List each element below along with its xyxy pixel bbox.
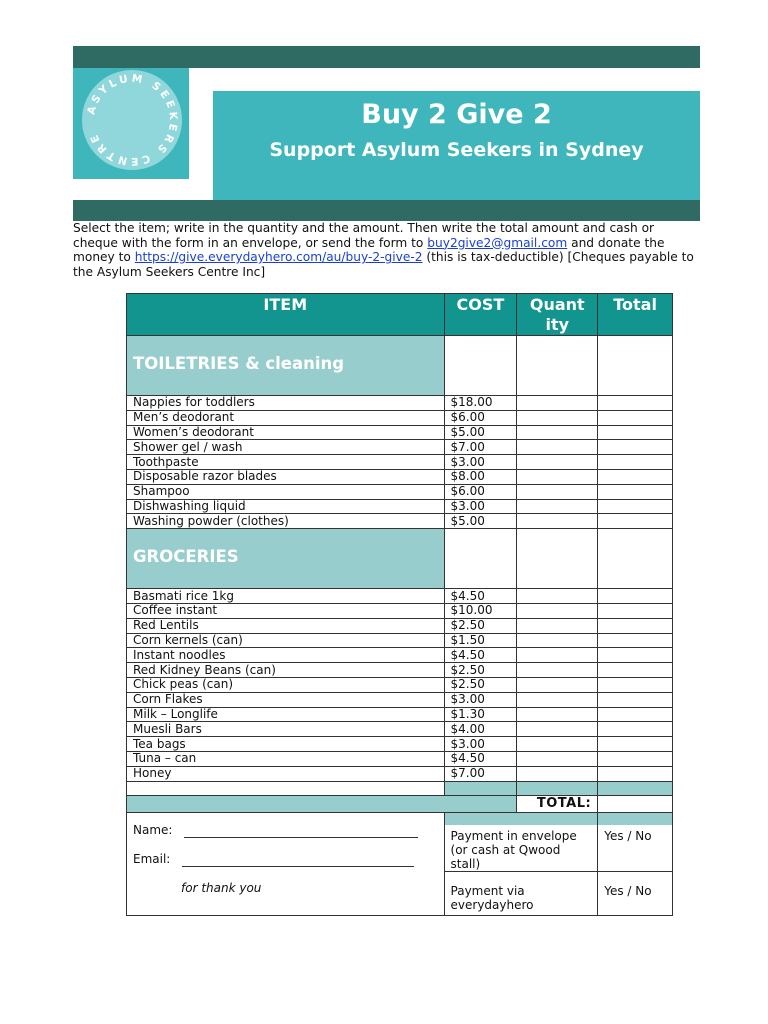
item-total-input[interactable] [598,603,673,618]
payment-hero-label: Payment via everydayhero [444,871,598,915]
item-quantity-input[interactable] [517,633,598,648]
item-name: Honey [127,766,445,781]
item-name: Instant noodles [127,648,445,663]
email-label: Email: [133,851,171,866]
table-row [127,648,673,663]
item-cost: $5.00 [444,514,517,529]
item-name: Corn kernels (can) [127,633,445,648]
item-quantity-input[interactable] [517,737,598,752]
item-quantity-input[interactable] [517,692,598,707]
table-row [127,514,673,529]
grand-total-input[interactable] [598,795,673,812]
item-name: Red Kidney Beans (can) [127,663,445,678]
item-cost: $1.50 [444,633,517,648]
item-total-input[interactable] [598,514,673,529]
total-label: TOTAL: [517,795,598,812]
intro-text-1: Select the item; write in the quantity and the amount. Then write the total amount and cash or cheque with the form in an envelope, or send the form to [73,221,655,250]
table-row [127,722,673,737]
table-row [127,663,673,678]
table-row [127,751,673,766]
item-total-input[interactable] [598,707,673,722]
item-cost: $10.00 [444,603,517,618]
item-total-input[interactable] [598,737,673,752]
table-row [127,484,673,499]
item-quantity-input[interactable] [517,455,598,470]
item-cost: $5.00 [444,425,517,440]
item-quantity-input[interactable] [517,440,598,455]
item-total-input[interactable] [598,633,673,648]
item-quantity-input[interactable] [517,396,598,411]
header-cost: COST [444,294,517,336]
item-total-input[interactable] [598,396,673,411]
instructions [73,221,700,279]
item-name: Women’s deodorant [127,425,445,440]
table-row [127,589,673,604]
item-name: Disposable razor blades [127,469,445,484]
item-total-input[interactable] [598,766,673,781]
item-quantity-input[interactable] [517,499,598,514]
section-total-cell[interactable] [598,336,673,396]
blank-cell [127,781,445,795]
payment-header-band [598,813,672,825]
table-row [127,633,673,648]
item-total-input[interactable] [598,455,673,470]
section-total-cell[interactable] [598,529,673,589]
item-quantity-input[interactable] [517,425,598,440]
page-subtitle: Support Asylum Seekers in Sydney [269,139,644,161]
blank-teal-cell [598,781,673,795]
header-total: Total [598,294,673,336]
table-row [127,692,673,707]
item-quantity-input[interactable] [517,514,598,529]
total-spacer [127,795,517,812]
page-title: Buy 2 Give 2 [361,99,552,130]
yes-no-envelope[interactable]: Yes / No [604,828,652,843]
item-total-input[interactable] [598,677,673,692]
item-name: Corn Flakes [127,692,445,707]
item-name: Coffee instant [127,603,445,618]
table-row [127,677,673,692]
item-name: Chick peas (can) [127,677,445,692]
item-quantity-input[interactable] [517,707,598,722]
item-total-input[interactable] [598,618,673,633]
item-total-input[interactable] [598,425,673,440]
item-name: Toothpaste [127,455,445,470]
total-row [127,795,673,812]
table-header [127,294,673,336]
item-cost: $4.50 [444,751,517,766]
payment-header-band [445,813,598,825]
table-row [127,603,673,618]
section-cost-cell [444,529,517,589]
logo-ring-text: ASYLUM SEEKERS CENTRE [85,72,180,168]
section-quantity-cell[interactable] [517,336,598,396]
contact-cell [127,812,445,915]
item-name: Basmati rice 1kg [127,589,445,604]
item-cost: $3.00 [444,455,517,470]
table-row [127,455,673,470]
payment-envelope-label [444,812,598,871]
item-quantity-input[interactable] [517,589,598,604]
item-cost: $7.00 [444,766,517,781]
item-total-input[interactable] [598,692,673,707]
table-row [127,737,673,752]
payment-envelope-text: Payment in envelope (or cash at Qwood stall) [450,828,577,871]
table-row [127,469,673,484]
item-cost: $18.00 [444,396,517,411]
item-name: Red Lentils [127,618,445,633]
header-quantity: Quant ity [517,294,598,336]
name-field[interactable] [184,823,418,838]
intro-text-2: and donate the money to [73,235,665,265]
item-cost: $3.00 [444,499,517,514]
table-row [127,410,673,425]
table-row [127,396,673,411]
item-name: Tea bags [127,737,445,752]
item-total-input[interactable] [598,484,673,499]
table-row [127,766,673,781]
item-total-input[interactable] [598,648,673,663]
blank-row [127,781,673,795]
item-name: Men’s deodorant [127,410,445,425]
blank-teal-cell [444,781,517,795]
footer-row-1 [127,812,673,871]
item-cost: $1.30 [444,707,517,722]
donate-link[interactable]: https://give.everydayhero.com/au/buy-2-give-2 [134,250,423,265]
item-quantity-input[interactable] [517,663,598,678]
item-name: Milk – Longlife [127,707,445,722]
item-cost: $3.00 [444,692,517,707]
section-title: GROCERIES [127,529,445,589]
item-total-input[interactable] [598,440,673,455]
table-row [127,707,673,722]
item-name: Dishwashing liquid [127,499,445,514]
item-quantity-input[interactable] [517,469,598,484]
item-cost: $8.00 [444,469,517,484]
order-table [126,293,673,916]
payment-envelope-yes-no[interactable] [598,812,673,871]
item-cost: $2.50 [444,663,517,678]
email-field[interactable] [182,852,414,867]
item-quantity-input[interactable] [517,603,598,618]
table-row [127,618,673,633]
section-title: TOILETRIES & cleaning [127,336,445,396]
item-name: Shower gel / wash [127,440,445,455]
item-cost: $4.50 [444,648,517,663]
item-cost: $3.00 [444,737,517,752]
item-cost: $6.00 [444,410,517,425]
section-header-row [127,529,673,589]
intro-text-3: (this is tax-deductible) [Cheques payable to the Asylum Seekers Centre Inc] [73,250,694,279]
svg-text:ASYLUM SEEKERS CENTRE [85,73,179,168]
item-name: Muesli Bars [127,722,445,737]
item-total-input[interactable] [598,589,673,604]
section-header-row [127,336,673,396]
item-name: Washing powder (clothes) [127,514,445,529]
blank-teal-cell [517,781,598,795]
item-cost: $6.00 [444,484,517,499]
section-quantity-cell[interactable] [517,529,598,589]
item-total-input[interactable] [598,751,673,766]
thank-you-note: for thank you [181,880,262,895]
item-cost: $2.50 [444,618,517,633]
item-cost: $2.50 [444,677,517,692]
item-quantity-input[interactable] [517,618,598,633]
item-total-input[interactable] [598,722,673,737]
header-item: ITEM [127,294,445,336]
item-name: Shampoo [127,484,445,499]
section-cost-cell [444,336,517,396]
item-total-input[interactable] [598,499,673,514]
table-row [127,499,673,514]
item-cost: $4.50 [444,589,517,604]
table-row [127,440,673,455]
item-total-input[interactable] [598,469,673,484]
item-quantity-input[interactable] [517,677,598,692]
asylum-seekers-logo [82,70,182,170]
item-total-input[interactable] [598,410,673,425]
item-cost: $4.00 [444,722,517,737]
item-cost: $7.00 [444,440,517,455]
email-link[interactable]: buy2give2@gmail.com [427,235,568,250]
title-banner [213,91,700,200]
payment-hero-yes-no[interactable]: Yes / No [598,871,673,915]
top-bar [73,46,700,68]
item-total-input[interactable] [598,663,673,678]
item-quantity-input[interactable] [517,766,598,781]
table-row [127,425,673,440]
item-name: Nappies for toddlers [127,396,445,411]
item-quantity-input[interactable] [517,484,598,499]
bottom-bar [73,200,700,221]
item-quantity-input[interactable] [517,410,598,425]
item-name: Tuna – can [127,751,445,766]
name-label: Name: [133,822,173,837]
item-quantity-input[interactable] [517,751,598,766]
item-quantity-input[interactable] [517,722,598,737]
item-quantity-input[interactable] [517,648,598,663]
